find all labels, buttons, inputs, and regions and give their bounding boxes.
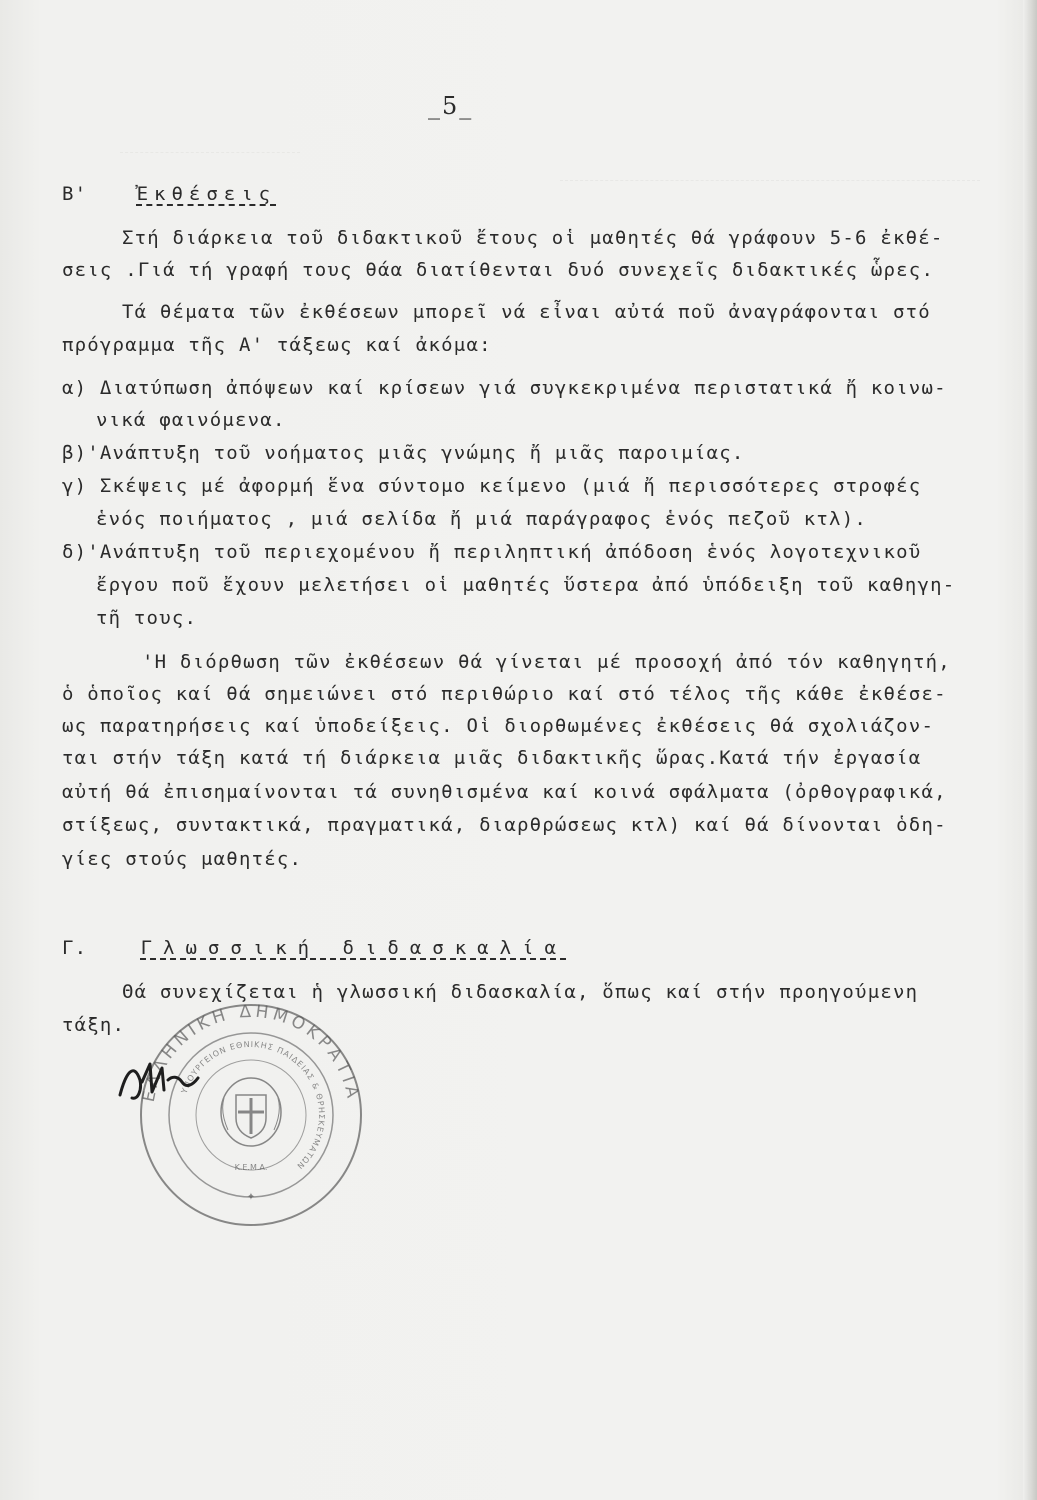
star-icon: ✦ xyxy=(246,1188,256,1204)
section-g-title: Γλωσσική διδασκαλία xyxy=(140,937,567,959)
stamp-inner-text: ΥΠΟΥΡΓΕΙΟΝ ΕΘΝΙΚΗΣ ΠΑΙΔΕΙΑΣ & ΘΡΗΣΚΕΥΜΑΤΩΝ xyxy=(179,1039,327,1172)
section-b-label: Β' xyxy=(62,183,88,205)
section-b-heading xyxy=(62,182,276,206)
list-item-a: α) Διατύπωση ἀπόψεων καί κρίσεων γιά συγκεκριμένα περιστατικά ἤ κοινω- xyxy=(62,377,947,399)
paragraph-line: ὁ ὁποῖος καί θά σημειώνει στό περιθώριο καί στό τέλος τῆς κάθε ἐκθέσε- xyxy=(62,683,947,705)
paragraph-line: Στή διάρκεια τοῦ διδακτικοῦ ἔτους οἱ μαθητές θά γράφουν 5-6 ἐκθέ- xyxy=(122,227,944,249)
list-item-c: γ) Σκέψεις μέ ἀφορμή ἕνα σύντομο κείμενο (μιά ἤ περισσότερες στροφές xyxy=(62,475,922,497)
list-item-d-cont: ἔργου ποῦ ἔχουν μελετήσει οἱ μαθητές ὕστερα ἀπό ὑπόδειξη τοῦ καθηγη- xyxy=(96,574,956,596)
stamp-bottom-text: Κ.Ε.Μ.Α. xyxy=(234,1163,268,1172)
paragraph-line: Θά συνεχίζεται ἡ γλωσσική διδασκαλία, ὅπως καί στήν προηγούμενη xyxy=(122,981,919,1003)
paragraph-line: ται στήν τάξη κατά τή διάρκεια μιᾶς διδακτικῆς ὥρας.Κατά τήν ἐργασία xyxy=(62,747,922,769)
page-edge-shadow xyxy=(1023,0,1037,1500)
list-item-b: β)'Ανάπτυξη τοῦ νοήματος μιᾶς γνώμης ἤ μιᾶς παροιμίας. xyxy=(62,442,745,464)
official-stamp xyxy=(136,1000,366,1230)
bleed-through-line xyxy=(120,152,300,153)
paragraph-line: 'Η διόρθωση τῶν ἐκθέσεων θά γίνεται μέ προσοχή ἀπό τόν καθηγητή, xyxy=(142,651,951,673)
paragraph-line: γίες στούς μαθητές. xyxy=(62,848,303,870)
paragraph-line: στίξεως, συντακτικά, πραγματικά, διαρθρώσεως κτλ) καί θά δίνονται ὁδη- xyxy=(62,814,947,836)
section-g-label: Γ. xyxy=(62,937,88,959)
list-item-a-cont: νικά φαινόμενα. xyxy=(96,409,286,431)
list-item-d-cont: τῆ τους. xyxy=(96,607,198,629)
paragraph-line: αὐτή θά ἐπισημαίνονται τά συνηθισμένα καί κοινά σφάλματα (ὀρθογραφικά, xyxy=(62,781,947,803)
page-number: _5_ xyxy=(428,92,474,120)
paragraph-line: τάξη. xyxy=(62,1014,126,1036)
paragraph-line: σεις .Γιά τή γραφή τους θάα διατίθενται δυό συνεχεῖς διδακτικές ὧρες. xyxy=(62,259,935,281)
list-item-c-cont: ἑνός ποιήματος , μιά σελίδα ἤ μιά παράγραφος ἑνός πεζοῦ κτλ). xyxy=(96,508,867,530)
paragraph-line: πρόγραμμα τῆς Α' τάξεως καί ἀκόμα: xyxy=(62,334,492,356)
bleed-through-line xyxy=(560,180,980,181)
stamp-outer-text: ΕΛΛΗΝΙΚΗ ΔΗΜΟΚΡΑΤΙΑ xyxy=(138,1001,364,1104)
paragraph-line: Τά θέματα τῶν ἐκθέσεων μπορεῖ νά εἶναι αὐτά ποῦ ἀναγράφονται στό xyxy=(122,301,931,323)
section-g-heading xyxy=(62,936,567,960)
coat-of-arms-icon xyxy=(221,1078,281,1146)
list-item-d: δ)'Ανάπτυξη τοῦ περιεχομένου ἤ περιληπτική ἀπόδοση ἑνός λογοτεχνικοῦ xyxy=(62,541,922,563)
section-b-title: Ἐκθέσεις xyxy=(136,183,277,205)
handwritten-signature xyxy=(112,1050,222,1110)
paragraph-line: ως παρατηρήσεις καί ὑποδείξεις. Οἱ διορθωμένες ἐκθέσεις θά σχολιάζον- xyxy=(62,715,935,737)
